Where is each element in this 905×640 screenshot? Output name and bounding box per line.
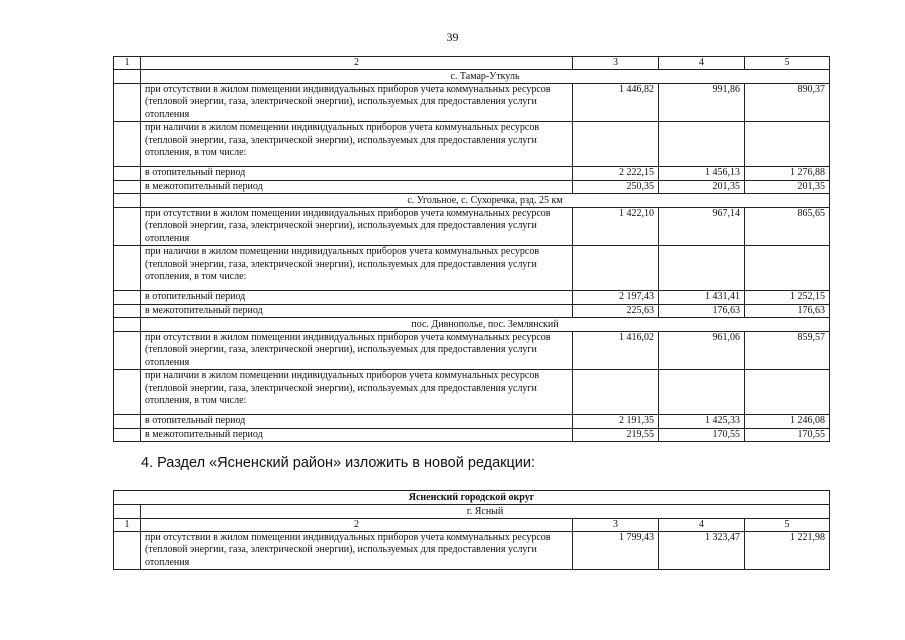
row-description: в отопительный период	[141, 167, 573, 180]
value-col-4: 1 431,41	[659, 291, 745, 304]
value-col-5: 859,57	[745, 332, 830, 370]
value-col-3: 1 416,02	[573, 332, 659, 370]
value-col-4	[659, 246, 745, 291]
row-description: при наличии в жилом помещении индивидуальных приборов учета коммунальных ресурсов (тепловой энергии, газа, электрической энергии), используемых для предоставления услуги отопления, в том числе:	[141, 122, 573, 167]
value-col-5	[745, 370, 830, 415]
value-col-5: 1 276,88	[745, 167, 830, 180]
value-col-4: 1 323,47	[659, 532, 745, 570]
row-description: при отсутствии в жилом помещении индивидуальных приборов учета коммунальных ресурсов (тепловой энергии, газа, электрической энергии), используемых для предоставления услуги отопления	[141, 84, 573, 122]
row-index-cell	[114, 428, 141, 441]
row-index-cell	[114, 332, 141, 370]
table-row	[114, 428, 830, 441]
col-header-1: 1	[114, 57, 141, 70]
district-title-row	[114, 491, 830, 505]
col-header-5: 5	[745, 57, 830, 70]
value-col-3: 2 222,15	[573, 167, 659, 180]
col-header-5: 5	[745, 519, 830, 532]
value-col-5: 890,37	[745, 84, 830, 122]
row-index-cell	[114, 167, 141, 180]
row-description: в отопительный период	[141, 415, 573, 428]
value-col-5	[745, 246, 830, 291]
section-index-cell	[114, 318, 141, 332]
table-row	[114, 370, 830, 415]
table-row	[114, 84, 830, 122]
value-col-4: 967,14	[659, 208, 745, 246]
row-index-cell	[114, 291, 141, 304]
district-title: Ясненский городской округ	[114, 491, 830, 505]
value-col-5: 1 246,08	[745, 415, 830, 428]
value-col-3: 1 422,10	[573, 208, 659, 246]
value-col-3: 250,35	[573, 180, 659, 193]
section-index-cell	[114, 194, 141, 208]
row-description: при наличии в жилом помещении индивидуальных приборов учета коммунальных ресурсов (тепловой энергии, газа, электрической энергии), используемых для предоставления услуги отопления, в том числе:	[141, 246, 573, 291]
amendment-instruction: 4. Раздел «Ясненский район» изложить в новой редакции:	[141, 455, 536, 471]
col-header-4: 4	[659, 57, 745, 70]
table-row	[114, 208, 830, 246]
table-row	[114, 246, 830, 291]
col-header-1: 1	[114, 519, 141, 532]
row-index-cell	[114, 304, 141, 317]
value-col-4: 961,06	[659, 332, 745, 370]
yasny-tariff-table	[113, 490, 830, 570]
row-description: в отопительный период	[141, 291, 573, 304]
col-header-2: 2	[141, 519, 573, 532]
value-col-5: 1 252,15	[745, 291, 830, 304]
city-title-row	[114, 505, 830, 519]
value-col-3: 2 191,35	[573, 415, 659, 428]
value-col-4: 170,55	[659, 428, 745, 441]
col-header-2: 2	[141, 57, 573, 70]
row-index-cell	[114, 208, 141, 246]
table-row	[114, 304, 830, 317]
value-col-4: 176,63	[659, 304, 745, 317]
value-col-5: 1 221,98	[745, 532, 830, 570]
value-col-3: 1 799,43	[573, 532, 659, 570]
section-title: с. Угольное, с. Сухоречка, рзд. 25 км	[141, 194, 830, 208]
value-col-4: 991,86	[659, 84, 745, 122]
row-index-cell	[114, 532, 141, 570]
city-title: г. Ясный	[141, 505, 830, 519]
section-title-row	[114, 318, 830, 332]
value-col-5	[745, 122, 830, 167]
row-description: при отсутствии в жилом помещении индивидуальных приборов учета коммунальных ресурсов (тепловой энергии, газа, электрической энергии), используемых для предоставления услуги отопления	[141, 532, 573, 570]
table-row	[114, 180, 830, 193]
page-number: 39	[446, 30, 459, 44]
row-description: при отсутствии в жилом помещении индивидуальных приборов учета коммунальных ресурсов (тепловой энергии, газа, электрической энергии), используемых для предоставления услуги отопления	[141, 332, 573, 370]
row-description: в межотопительный период	[141, 428, 573, 441]
table-row	[114, 532, 830, 570]
row-description: при наличии в жилом помещении индивидуальных приборов учета коммунальных ресурсов (тепловой энергии, газа, электрической энергии), используемых для предоставления услуги отопления, в том числе:	[141, 370, 573, 415]
value-col-4: 1 456,13	[659, 167, 745, 180]
value-col-5: 176,63	[745, 304, 830, 317]
section-title: с. Тамар-Уткуль	[141, 70, 830, 84]
value-col-3	[573, 122, 659, 167]
section-index-cell	[114, 505, 141, 519]
value-col-3: 1 446,82	[573, 84, 659, 122]
row-index-cell	[114, 415, 141, 428]
section-title: пос. Дивнополье, пос. Землянский	[141, 318, 830, 332]
col-header-4: 4	[659, 519, 745, 532]
value-col-4: 201,35	[659, 180, 745, 193]
row-description: при отсутствии в жилом помещении индивидуальных приборов учета коммунальных ресурсов (тепловой энергии, газа, электрической энергии), используемых для предоставления услуги отопления	[141, 208, 573, 246]
row-index-cell	[114, 370, 141, 415]
table-row	[114, 415, 830, 428]
col-header-3: 3	[573, 57, 659, 70]
value-col-3	[573, 246, 659, 291]
value-col-5: 170,55	[745, 428, 830, 441]
row-index-cell	[114, 84, 141, 122]
value-col-4: 1 425,33	[659, 415, 745, 428]
tariff-table-continued	[113, 56, 830, 442]
value-col-5: 201,35	[745, 180, 830, 193]
section-title-row	[114, 194, 830, 208]
table-row	[114, 167, 830, 180]
value-col-3	[573, 370, 659, 415]
value-col-3: 2 197,43	[573, 291, 659, 304]
table-header-row	[114, 57, 830, 70]
value-col-3: 225,63	[573, 304, 659, 317]
value-col-4	[659, 122, 745, 167]
table-row	[114, 332, 830, 370]
row-description: в межотопительный период	[141, 304, 573, 317]
row-index-cell	[114, 122, 141, 167]
value-col-4	[659, 370, 745, 415]
table-row	[114, 122, 830, 167]
section-index-cell	[114, 70, 141, 84]
col-header-3: 3	[573, 519, 659, 532]
row-index-cell	[114, 246, 141, 291]
section-title-row	[114, 70, 830, 84]
table-header-row	[114, 519, 830, 532]
value-col-3: 219,55	[573, 428, 659, 441]
table-row	[114, 291, 830, 304]
row-index-cell	[114, 180, 141, 193]
value-col-5: 865,65	[745, 208, 830, 246]
row-description: в межотопительный период	[141, 180, 573, 193]
